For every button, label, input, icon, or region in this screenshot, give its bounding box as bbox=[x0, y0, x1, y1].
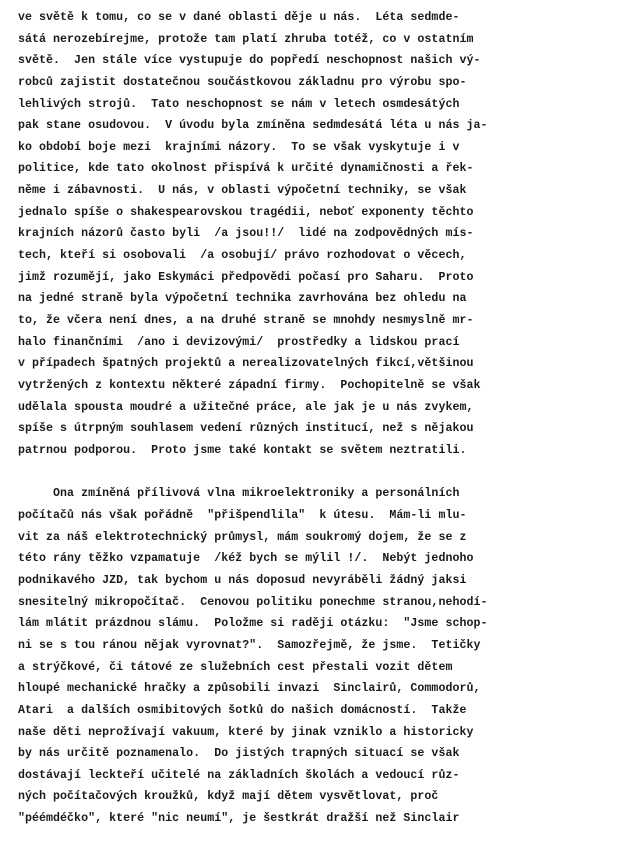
text-line: této rány těžko vzpamatuje /kéž bych se mýlil !/. Nebýt jednoho bbox=[18, 552, 474, 566]
paragraph-2 bbox=[18, 483, 630, 829]
text-line: podnikavého JZD, tak bychom u nás doposud nevyráběli žádný jaksi bbox=[18, 574, 467, 588]
text-line: naše děti neprožívají vakuum, které by jinak vzniklo a historicky bbox=[18, 725, 474, 739]
text-line: snesitelný mikropočítač. Cenovou politiku ponechme stranou,nehodí- bbox=[18, 595, 488, 609]
text-line: ve světě k tomu, co se v dané oblasti děje u nás. Léta sedmde- bbox=[18, 11, 460, 24]
text-line: patrnou podporou. Proto jsme také kontakt se světem neztratili. bbox=[18, 443, 467, 457]
text-line: "péémdéčko", které "nic neumí", je šestkrát dražší než Sinclair bbox=[18, 812, 460, 826]
paragraph-1 bbox=[18, 7, 630, 461]
text-line: vytržených z kontextu některé západní firmy. Pochopitelně se však bbox=[18, 378, 481, 392]
text-line: dostávají leckteří učitelé na základních školách a vedoucí růz- bbox=[18, 768, 460, 782]
text-line: ných počítačových kroužků, když mají dětem vysvětlovat, proč bbox=[18, 790, 439, 804]
text-line: pak stane osudovou. V úvodu byla zmíněna sedmdesátá léta u nás ja- bbox=[18, 119, 488, 133]
text-line: vit za náš elektrotechnický průmysl, mám soukromý dojem, že se z bbox=[18, 530, 467, 544]
text-line: Atari a dalších osmibitových šotků do našich domácností. Takže bbox=[18, 703, 467, 717]
text-line: to, že včera není dnes, a na druhé straně se mnohdy nesmyslně mr- bbox=[18, 313, 474, 327]
text-line: politice, kde tato okolnost přispívá k určité dynamičnosti a řek- bbox=[18, 162, 474, 176]
text-line: ko období boje mezi krajními názory. To se však vyskytuje i v bbox=[18, 140, 460, 154]
text-line: Ona zmíněná přílivová vlna mikroelektroniky a personálních bbox=[18, 487, 460, 501]
text-line: lám mlátit prázdnou slámu. Položme si raději otázku: "Jsme schop- bbox=[18, 617, 488, 631]
text-line: spíše s útrpným souhlasem vedení různých institucí, než s nějakou bbox=[18, 422, 474, 436]
text-line: počítačů nás však pořádně "přišpendlila" k útesu. Mám-li mlu- bbox=[18, 509, 467, 523]
text-line: a strýčkové, či tátové ze služebních cest přestali vozit dětem bbox=[18, 660, 453, 674]
text-line: jednalo spíše o shakespearovskou tragédii, neboť exponenty těchto bbox=[18, 205, 474, 219]
text-line: na jedné straně byla výpočetní technika zavrhována bez ohledu na bbox=[18, 292, 467, 306]
text-line: by nás určitě poznamenalo. Do jistých trapných situací se však bbox=[18, 747, 460, 761]
text-line: jimž rozumějí, jako Eskymáci předpovědi počasí pro Saharu. Proto bbox=[18, 270, 474, 284]
text-line: krajních názorů často byli /a jsou!!/ lidé na zodpovědných mís- bbox=[18, 227, 474, 241]
text-line: tech, kteří si osobovali /a osobují/ právo rozhodovat o věcech, bbox=[18, 249, 467, 263]
text-line: něme i zábavnosti. U nás, v oblasti výpočetní techniky, se však bbox=[18, 184, 467, 198]
paragraph-gap bbox=[18, 461, 630, 483]
text-line: v případech špatných projektů a nerealizovatelných fikcí,většinou bbox=[18, 357, 474, 371]
text-line: ni se s tou ránou nějak vyrovnat?". Samozřejmě, že jsme. Tetičky bbox=[18, 638, 481, 652]
text-line: hloupé mechanické hračky a způsobili invazi Sinclairů, Commodorů, bbox=[18, 682, 481, 696]
text-line: udělala spousta moudré a užitečné práce, ale jak je u nás zvykem, bbox=[18, 400, 474, 414]
text-line: lehlivých strojů. Tato neschopnost se nám v letech osmdesátých bbox=[18, 97, 460, 111]
text-line: sátá nerozebírejme, protože tam platí zhruba totéž, co v ostatním bbox=[18, 32, 474, 46]
text-line: robců zajistit dostatečnou součástkovou základnu pro výrobu spo- bbox=[18, 75, 467, 89]
text-line: halo finančními /ano i devizovými/ prostředky a lidskou prací bbox=[18, 335, 460, 349]
text-line: světě. Jen stále více vystupuje do popředí neschopnost našich vý- bbox=[18, 54, 481, 68]
